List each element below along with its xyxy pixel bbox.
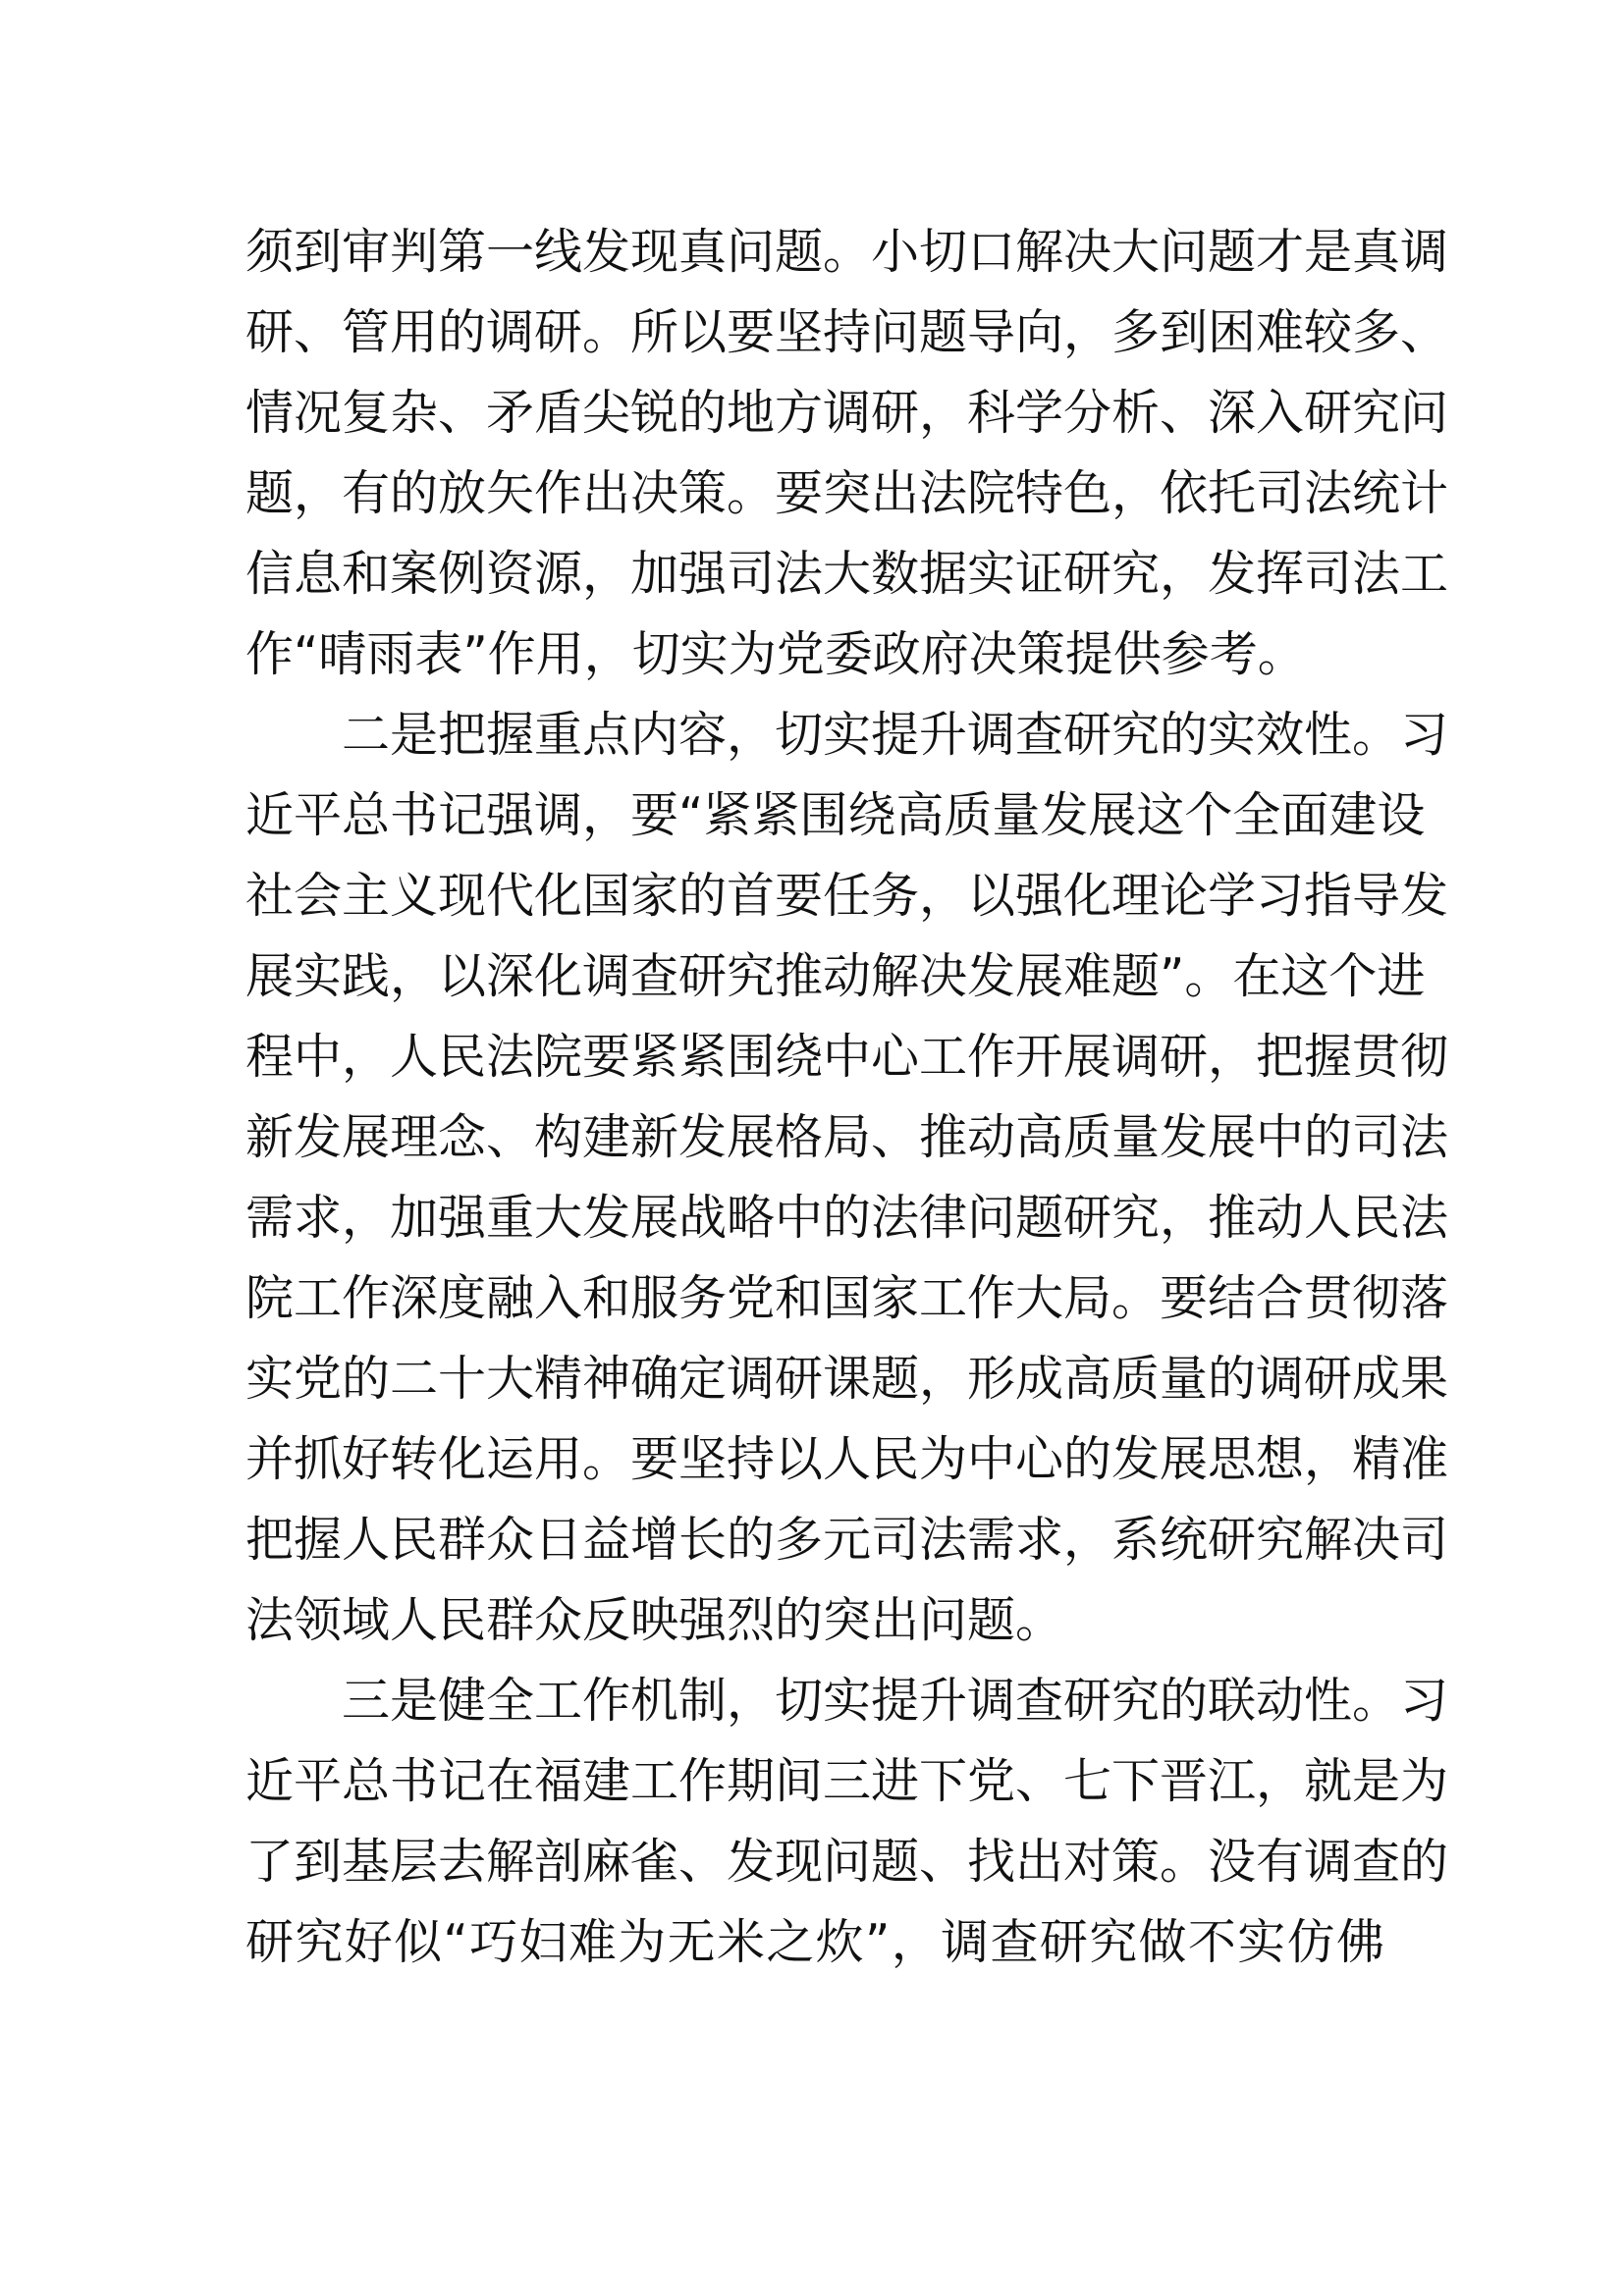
- paragraph-2: [245, 695, 1449, 1661]
- paragraph-3-line-2: 近平总书记在福建工作期间三进下党、七下晋江，就是为: [245, 1753, 1449, 1809]
- paragraph-3-line-4: 研究好似“巧妇难为无米之炊”，调查研究做不实仿佛: [245, 1914, 1384, 1970]
- paragraph-2-line-6: 新发展理念、构建新发展格局、推动高质量发展中的司法: [245, 1109, 1449, 1165]
- paragraph-2-line-8: 院工作深度融入和服务党和国家工作大局。要结合贯彻落: [245, 1270, 1449, 1326]
- paragraph-1-line-4: 题，有的放矢作出决策。要突出法院特色，依托司法统计: [245, 465, 1449, 521]
- paragraph-2-line-5: 程中，人民法院要紧紧围绕中心工作开展调研，把握贯彻: [245, 1029, 1449, 1085]
- paragraph-2-line-11: 把握人民群众日益增长的多元司法需求，系统研究解决司: [245, 1512, 1449, 1568]
- document-body: [245, 212, 1449, 1983]
- paragraph-2-line-2: 近平总书记强调，要“紧紧围绕高质量发展这个全面建设: [245, 787, 1426, 843]
- paragraph-1-line-5: 信息和案例资源，加强司法大数据实证研究，发挥司法工: [245, 546, 1449, 602]
- paragraph-2-line-7: 需求，加强重大发展战略中的法律问题研究，推动人民法: [245, 1190, 1449, 1246]
- paragraph-2-line-1: 二是把握重点内容，切实提升调查研究的实效性。习: [342, 707, 1449, 763]
- paragraph-3-line-3: 了到基层去解剖麻雀、发现问题、找出对策。没有调查的: [245, 1834, 1449, 1890]
- paragraph-2-line-10: 并抓好转化运用。要坚持以人民为中心的发展思想，精准: [245, 1431, 1449, 1487]
- paragraph-2-line-4: 展实践，以深化调查研究推动解决发展难题”。在这个进: [245, 948, 1426, 1004]
- paragraph-1-line-2: 研、管用的调研。所以要坚持问题导向，多到困难较多、: [245, 304, 1449, 360]
- paragraph-1: [245, 212, 1449, 695]
- paragraph-3-line-1: 三是健全工作机制，切实提升调查研究的联动性。习: [342, 1673, 1449, 1729]
- paragraph-1-line-3: 情况复杂、矛盾尖锐的地方调研，科学分析、深入研究问: [245, 385, 1449, 441]
- paragraph-2-line-12: 法领域人民群众反映强烈的突出问题。: [245, 1592, 1064, 1648]
- paragraph-1-line-1: 须到审判第一线发现真问题。小切口解决大问题才是真调: [245, 224, 1449, 280]
- paragraph-2-line-9: 实党的二十大精神确定调研课题，形成高质量的调研成果: [245, 1351, 1449, 1407]
- paragraph-2-line-3: 社会主义现代化国家的首要任务，以强化理论学习指导发: [245, 868, 1449, 924]
- paragraph-1-line-6: 作“晴雨表”作用，切实为党委政府决策提供参考。: [245, 626, 1306, 682]
- paragraph-3: [245, 1661, 1449, 1983]
